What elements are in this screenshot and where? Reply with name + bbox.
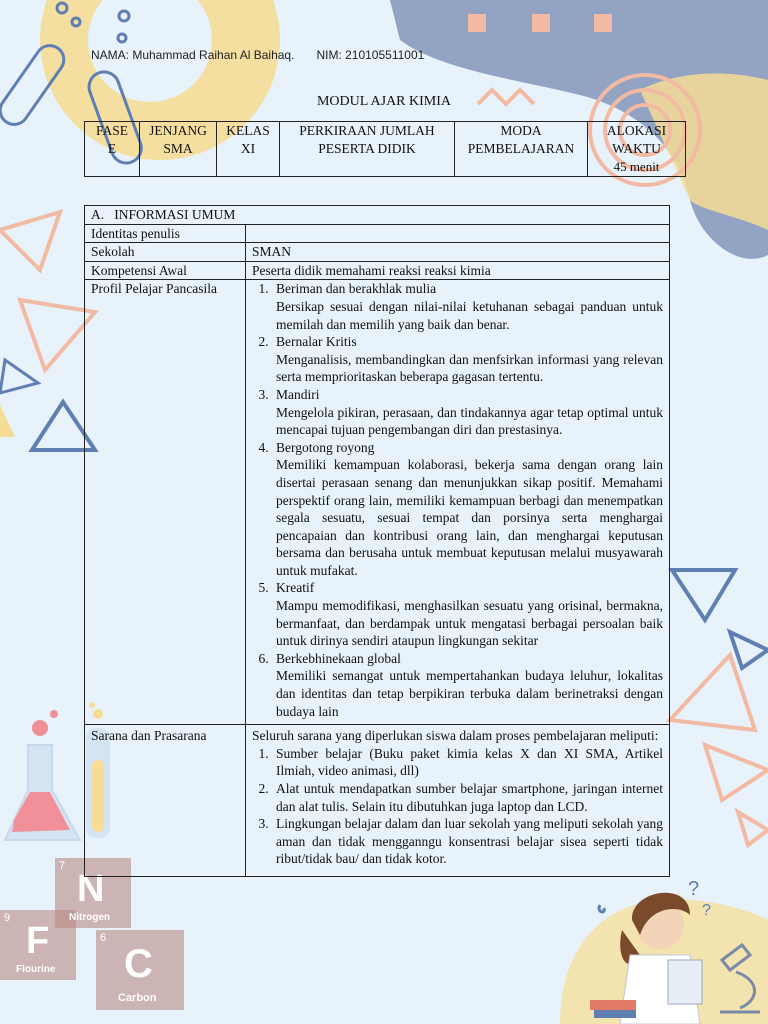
- row-value: SMAN: [246, 243, 670, 262]
- list-item: [272, 579, 663, 649]
- row-label: Sekolah: [85, 243, 246, 262]
- author-name: NAMA: Muhammad Raihan Al Baihaq.: [91, 48, 295, 62]
- element-symbol: C: [124, 942, 153, 986]
- row-label: Kompetensi Awal: [85, 261, 246, 280]
- element-name: Carbon: [118, 992, 157, 1004]
- list-item: [272, 439, 663, 580]
- row-label: Profil Pelajar Pancasila: [85, 280, 246, 725]
- student-id: NIM: 210105511001: [316, 48, 425, 62]
- cell-text: WAKTU: [612, 141, 661, 156]
- element-tile-carbon-text: [96, 930, 184, 1010]
- cell-text: FASE: [95, 123, 128, 138]
- table-row: [85, 725, 670, 877]
- list-item: [272, 650, 663, 720]
- element-symbol: N: [77, 868, 105, 910]
- cell-text: 45 menit: [613, 159, 660, 174]
- item-description: Bersikap sesuai dengan nilai-nilai ketuhanan sebagai panduan untuk memilah dan memilih yang baik dan benar.: [276, 298, 663, 332]
- cell-text: PESERTA DIDIK: [318, 141, 416, 156]
- row-value: Peserta didik memahami reaksi reaksi kimia: [246, 261, 670, 280]
- cell-text: PERKIRAAN JUMLAH: [299, 123, 435, 138]
- sarana-cell: [246, 725, 670, 877]
- item-title: 3. Mandiri: [276, 386, 320, 402]
- cell-text: PEMBELAJARAN: [467, 141, 575, 156]
- cell-text: XI: [240, 141, 256, 156]
- element-number: 9: [4, 912, 11, 924]
- triangle-shape: [0, 212, 60, 270]
- item-title: 5. Kreatif: [276, 580, 315, 596]
- table-row: [85, 280, 670, 725]
- triangle-shape: [738, 812, 768, 845]
- element-name: Flourine: [16, 964, 56, 975]
- list-item: 1. Sumber belajar (Buku paket kimia kelas X dan XI SMA, Artikel Ilmiah, video animasi, dll): [272, 745, 663, 780]
- element-tile-flourine-text: [0, 910, 76, 980]
- triangle-shape: [705, 745, 768, 800]
- document-title: MODUL AJAR KIMIA: [316, 94, 452, 109]
- element-number: 6: [100, 932, 107, 944]
- cell-jumlah-peserta: [280, 122, 455, 177]
- list-item: 3. Lingkungan belajar dalam dan luar sekolah yang meliputi sekolah yang aman dan tidak mengganngu konsentrasi belajar sisea seperti tidak ribut/tidak bau/ dan tidak kotor.: [272, 815, 663, 868]
- triangle-shape: [730, 632, 768, 668]
- cell-fase: [85, 122, 140, 177]
- cell-text: MODA: [500, 123, 542, 138]
- item-title: 4. Bergotong royong: [276, 439, 375, 455]
- row-label: Sarana dan Prasarana: [85, 725, 246, 877]
- profil-list: [252, 280, 663, 720]
- cell-text: SMA: [163, 141, 193, 156]
- cell-jenjang: [140, 122, 217, 177]
- informasi-umum-table: [84, 205, 670, 877]
- cell-moda: [455, 122, 588, 177]
- table-row: [85, 206, 670, 225]
- sarana-list: [252, 745, 663, 868]
- svg-text:?: ?: [702, 902, 711, 919]
- row-value: [246, 224, 670, 243]
- table-row: [85, 224, 670, 243]
- sarana-intro: Seluruh sarana yang diperlukan siswa dalam proses pembelajaran meliputi:: [252, 728, 659, 744]
- row-label: Identitas penulis: [85, 224, 246, 243]
- cell-text: E: [107, 141, 117, 156]
- list-item: [272, 386, 663, 439]
- table-row: [85, 261, 670, 280]
- list-item: [272, 280, 663, 333]
- cell-alokasi: [588, 122, 686, 177]
- list-item: [272, 333, 663, 386]
- salmon-square: [594, 14, 612, 32]
- element-number: 7: [59, 860, 66, 872]
- salmon-square: [468, 14, 486, 32]
- triangle-shape: [672, 570, 735, 620]
- author-header: [91, 48, 424, 62]
- triangle-shape: [0, 405, 15, 437]
- cell-text: ALOKASI: [606, 123, 667, 138]
- item-description: Memiliki semangat untuk mempertahankan budaya leluhur, lokalitas dan identitas dan tetap berpikiran terbuka dalam berinetraksi dengan budaya lain: [276, 668, 663, 719]
- salmon-square: [532, 14, 550, 32]
- item-title: 6. Berkebhinekaan global: [276, 650, 401, 666]
- table-row: [85, 243, 670, 262]
- item-title: 2. Bernalar Kritis: [276, 334, 357, 350]
- item-description: Memiliki kemampuan kolaborasi, bekerja sama dengan orang lain disertai perasaan senang dan menunjukkan sikap positif. Memahami perspektif orang lain, memiliki kemampuan berbagi dan menempatkan segala sesuatu, sesuai tempat dan porsinya serta menghargai pencapaian dan kontribusi orang lain, dan menghargai keputusan bersama dan berusaha untuk membuat keputusan melalui musyawarah untuk mufakat.: [276, 457, 663, 578]
- profil-list-cell: [246, 280, 670, 725]
- cell-text: KELAS: [226, 123, 270, 138]
- element-symbol: F: [26, 920, 50, 962]
- cell-kelas: [217, 122, 280, 177]
- item-description: Mampu memodifikasi, menghasilkan sesuatu yang orisinal, bermakna, bermanfaat, dan berdampak untuk mengatasi berbagai persoalan baik untuk dirinya sendiri ataupun lingkungan sekitar: [276, 598, 663, 649]
- triangle-shape: [0, 360, 38, 393]
- table-row: [85, 122, 686, 177]
- list-item: 2. Alat untuk mendapatkan sumber belajar smartphone, jaringan internet dan alat tulis. Selain itu dibutuhkan juga laptop dan LCD.: [272, 780, 663, 815]
- item-description: Menganalisis, membandingkan dan menfsirkan informasi yang relevan serta memprioritaskan beberapa gagasan tertentu.: [276, 351, 663, 385]
- section-heading: A. INFORMASI UMUM: [85, 206, 670, 225]
- item-title: 1. Beriman dan berakhlak mulia: [276, 281, 437, 297]
- cell-text: JENJANG: [149, 123, 207, 138]
- element-name: Nitrogen: [69, 912, 111, 923]
- module-summary-table: [84, 121, 686, 177]
- item-description: Mengelola pikiran, perasaan, dan tindakannya agar tetap optimal untuk mencapai tujuan pengembangan diri dan prestasinya.: [276, 404, 663, 438]
- svg-text:?: ?: [688, 878, 700, 900]
